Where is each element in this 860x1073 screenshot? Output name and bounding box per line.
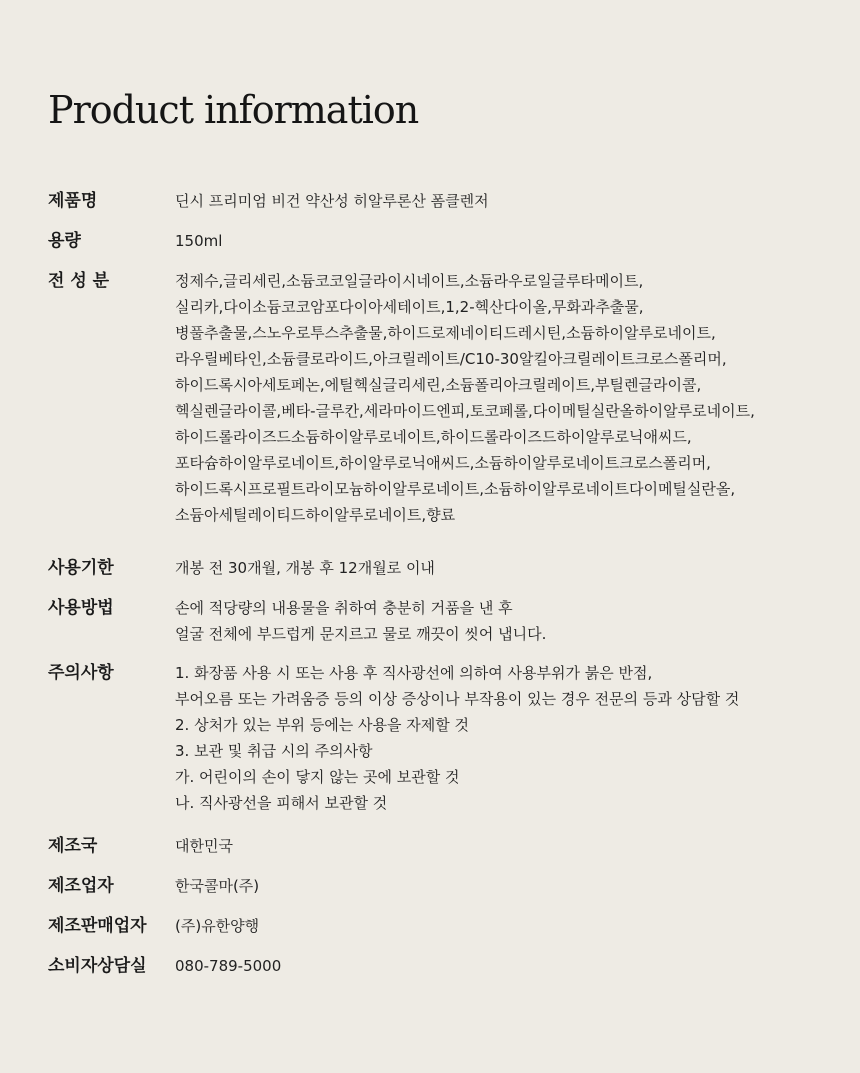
label-usage: 사용방법 [48, 598, 114, 618]
caution-line: 나. 직사광선을 피해서 보관할 것 [175, 794, 388, 812]
label-country: 제조국 [48, 836, 98, 856]
caution-line: 3. 보관 및 취급 시의 주의사항 [175, 742, 373, 760]
value-line: 개봉 전 30개월, 개봉 후 12개월로 이내 [175, 559, 435, 577]
ingredient-line: 병풀추출물,스노우로투스추출물,하이드로제네이티드레시틴,소듐하이알루로네이트, [175, 324, 716, 342]
ingredient-line: 소듐아세틸레이티드하이알루로네이트,향료 [175, 506, 456, 524]
value-ingredients [175, 268, 845, 528]
label-product-name: 제품명 [48, 191, 98, 211]
ingredient-line: 정제수,글리세린,소듐코코일글라이시네이트,소듐라우로일글루타메이트, [175, 272, 644, 290]
value-volume [175, 228, 845, 254]
value-line: 얼굴 전체에 부드럽게 문지르고 물로 깨끗이 씻어 냅니다. [175, 625, 547, 643]
value-country [175, 833, 845, 859]
ingredient-line: 헥실렌글라이콜,베타-글루칸,세라마이드엔피,토코페롤,다이메틸실란올하이알루로네이트, [175, 402, 755, 420]
value-line: 대한민국 [175, 837, 233, 855]
value-line: (주)유한양행 [175, 917, 260, 935]
value-manufacturer [175, 873, 845, 899]
ingredient-line: 하이드록시아세토페논,에틸헥실글리세린,소듐폴리아크릴레이트,부틸렌글라이콜, [175, 376, 702, 394]
caution-line: 가. 어린이의 손이 닿지 않는 곳에 보관할 것 [175, 768, 460, 786]
page-title: Product information [48, 88, 419, 132]
label-volume: 용량 [48, 231, 81, 251]
value-expiry [175, 555, 845, 581]
value-line: 딘시 프리미엄 비건 약산성 히알루론산 폼클렌저 [175, 192, 489, 210]
label-cautions: 주의사항 [48, 663, 114, 683]
ingredient-line: 하이드록시프로필트라이모늄하이알루로네이트,소듐하이알루로네이트다이메틸실란올, [175, 480, 736, 498]
label-manufacturer: 제조업자 [48, 876, 114, 896]
label-consumer-center: 소비자상담실 [48, 956, 147, 976]
phone-number: 080-789-5000 [175, 957, 282, 975]
ingredient-line: 포타슘하이알루로네이트,하이알루로닉애씨드,소듐하이알루로네이트크로스폴리머, [175, 454, 711, 472]
caution-line: 2. 상처가 있는 부위 등에는 사용을 자제할 것 [175, 716, 470, 734]
ingredient-line: 라우릴베타인,소듐클로라이드,아크릴레이트/C10-30알킬아크릴레이트크로스폴리머, [175, 350, 727, 368]
value-seller [175, 913, 845, 939]
value-consumer-center [175, 953, 845, 979]
caution-line: 1. 화장품 사용 시 또는 사용 후 직사광선에 의하여 사용부위가 붉은 반점, [175, 664, 653, 682]
value-usage [175, 595, 845, 647]
ingredient-line: 실리카,다이소듐코코암포다이아세테이트,1,2-헥산다이올,무화과추출물, [175, 298, 644, 316]
value-cautions [175, 660, 845, 816]
caution-line: 부어오름 또는 가려움증 등의 이상 증상이나 부작용이 있는 경우 전문의 등과 상담할 것 [175, 690, 740, 708]
value-product-name [175, 188, 845, 214]
value-line: 150ml [175, 232, 223, 250]
label-expiry: 사용기한 [48, 558, 114, 578]
value-line: 손에 적당량의 내용물을 취하여 충분히 거품을 낸 후 [175, 599, 513, 617]
value-line: 한국콜마(주) [175, 877, 260, 895]
ingredient-line: 하이드롤라이즈드소듐하이알루로네이트,하이드롤라이즈드하이알루로닉애씨드, [175, 428, 692, 446]
label-seller: 제조판매업자 [48, 916, 147, 936]
label-ingredients: 전 성 분 [48, 271, 110, 291]
